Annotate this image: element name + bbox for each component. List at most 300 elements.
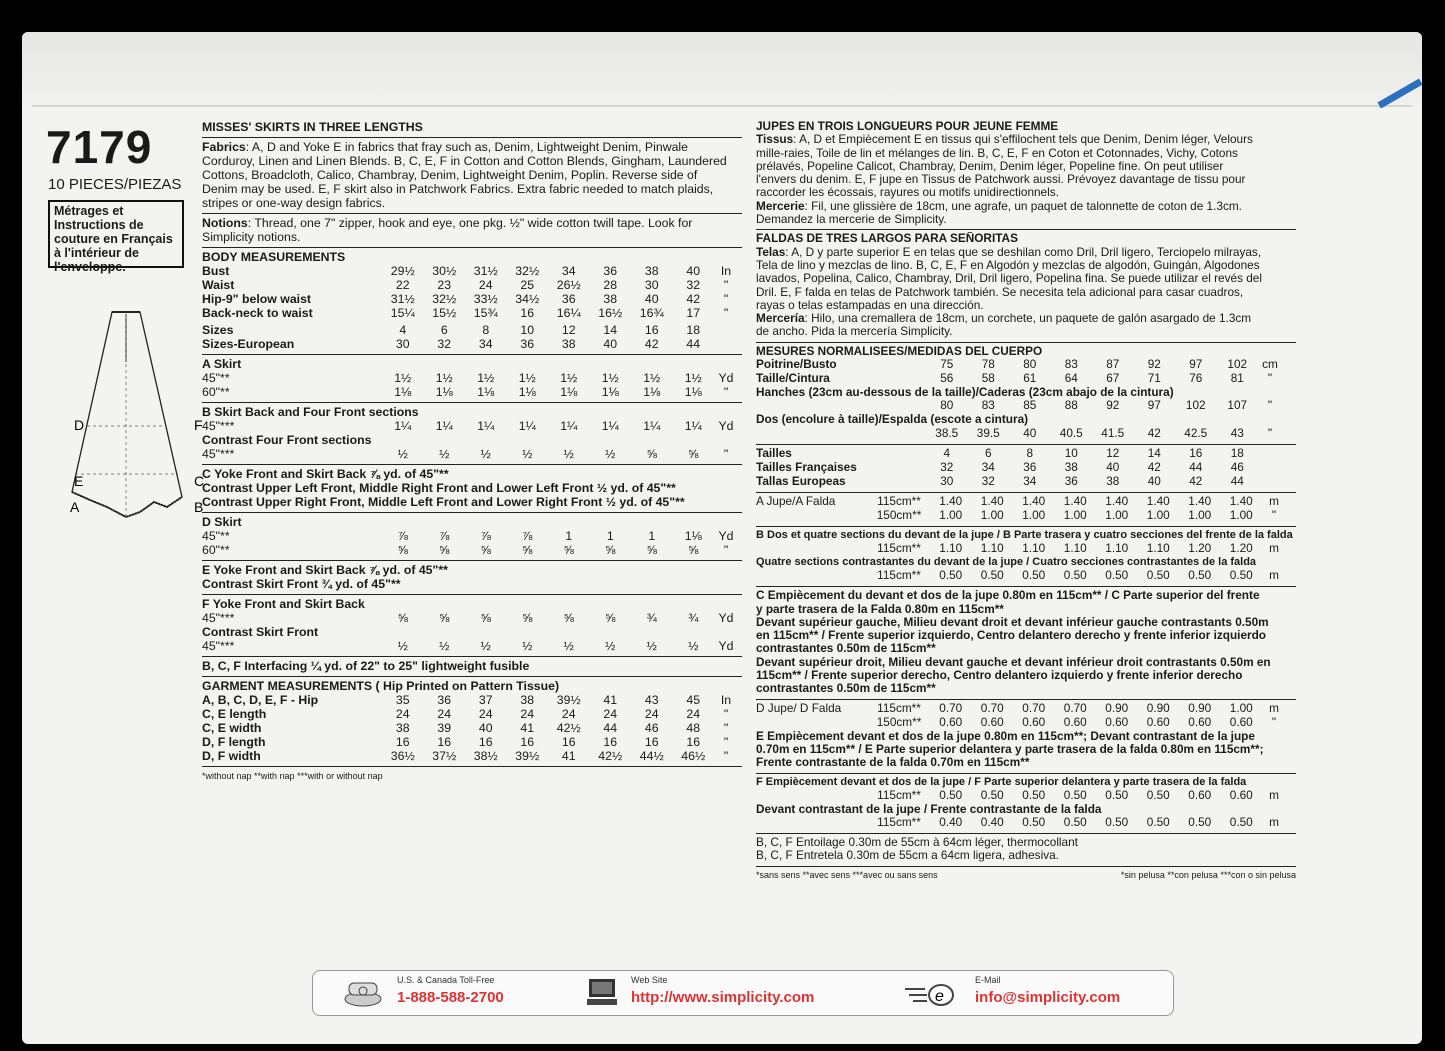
- value-cell: 39½: [556, 693, 581, 707]
- value-cell: 1.40: [980, 493, 1004, 508]
- value-cell: ½: [480, 639, 491, 653]
- measurement-row: [756, 358, 1296, 372]
- value-cell: 0.60: [1105, 714, 1129, 729]
- unit-cell: ": [723, 278, 729, 292]
- fr-view-c-line: contrastantes 0.50m de 115cm**: [756, 682, 936, 696]
- value-cell: ½: [605, 447, 616, 461]
- row-label: Tailles: [756, 446, 792, 460]
- value-cell: 32: [437, 337, 452, 351]
- value-cell: 16: [437, 735, 452, 749]
- value-cell: ½: [439, 447, 450, 461]
- row-label: D, F length: [202, 735, 266, 749]
- row-label: Sizes-European: [202, 337, 295, 351]
- value-cell: 0.60: [1188, 714, 1212, 729]
- fr-view-c-line: Devant supérieur droit, Milieu devant gauche et devant inférieur droit contrastants 0.50m en: [756, 655, 1271, 669]
- value-cell: 0.70: [1063, 700, 1087, 715]
- value-cell: 1⅛: [477, 385, 495, 399]
- unit-cell: [1258, 461, 1282, 475]
- value-cell: 18: [1230, 445, 1244, 460]
- value-cell: 16½: [598, 306, 623, 320]
- unit-cell: Yd: [718, 639, 734, 653]
- value-cell: 1.00: [1063, 507, 1087, 522]
- value-cell: 33½: [473, 292, 498, 306]
- measurement-row: [202, 306, 742, 320]
- value-cell: 30: [644, 278, 659, 292]
- value-cell: 8: [1026, 445, 1034, 460]
- value-cell: 1.40: [1146, 493, 1170, 508]
- value-cell: 80: [940, 398, 954, 413]
- value-cell: 0.50: [1188, 568, 1212, 583]
- value-cell: 0.50: [1146, 815, 1170, 830]
- value-cell: 0.70: [939, 700, 963, 715]
- spanish-title: FALDAS DE TRES LARGOS PARA SEÑORITAS: [756, 232, 1018, 246]
- notions-label: Notions: [202, 216, 248, 230]
- value-cell: 32½: [432, 292, 457, 306]
- value-cell: 38: [561, 337, 576, 351]
- unit-cell: ": [1271, 714, 1277, 729]
- value-cell: ⅝: [688, 447, 699, 461]
- value-cell: 1¼: [435, 419, 453, 433]
- value-cell: 1.40: [1022, 493, 1046, 508]
- value-cell: 75: [940, 357, 954, 372]
- row-label: Back-neck to waist: [202, 306, 313, 320]
- value-cell: 48: [686, 721, 701, 735]
- measurement-row: [756, 372, 1296, 386]
- value-cell: 64: [1064, 371, 1078, 386]
- mercerie-label: Mercerie: [756, 199, 805, 213]
- fr-view-f-title: F Empiècement devant et dos de la jupe / F Parte superior delantera y parte trasera de la falda: [756, 775, 1247, 788]
- value-cell: 87: [1106, 357, 1120, 372]
- value-cell: 1⅛: [643, 385, 661, 399]
- value-cell: ⅝: [522, 611, 533, 625]
- value-cell: ⅞: [480, 529, 491, 543]
- fabrics-block: [202, 140, 742, 210]
- fabrics-line: stripes or one-way design fabrics.: [202, 196, 386, 210]
- row-label: 45"***: [202, 447, 235, 461]
- value-cell: 39½: [515, 749, 540, 763]
- value-cell: ⅝: [605, 543, 616, 557]
- value-cell: 1½: [684, 371, 702, 385]
- value-cell: 30: [395, 337, 410, 351]
- measurement-row: [202, 419, 742, 433]
- envelope-back: [22, 32, 1422, 1044]
- value-cell: 16: [520, 306, 535, 320]
- value-cell: 76: [1189, 371, 1203, 386]
- value-cell: 0.50: [1105, 568, 1129, 583]
- contact-footer: [312, 970, 1174, 1016]
- value-cell: 61: [1023, 371, 1037, 386]
- value-cell: 34: [478, 337, 493, 351]
- measurement-row: [756, 399, 1296, 413]
- measurement-row: [202, 543, 742, 557]
- value-cell: 44: [603, 721, 618, 735]
- row-label: Bust: [202, 264, 230, 278]
- web-label: Web Site: [631, 975, 668, 985]
- value-cell: 40: [603, 337, 618, 351]
- value-cell: 1.10: [1146, 540, 1170, 555]
- value-cell: 0.50: [939, 787, 963, 802]
- measurement-row: [202, 721, 742, 735]
- value-cell: ⅝: [646, 447, 657, 461]
- value-cell: 8: [482, 323, 490, 337]
- unit-cell: m: [1269, 815, 1279, 830]
- value-cell: ⅝: [605, 611, 616, 625]
- telas-line: Tela de lino y mezclas de lino. B, C, E, F en Algodón y mezclas de algodón, Guingán, Algodones: [756, 258, 1260, 272]
- view-f-title: F Yoke Front and Skirt Back: [202, 597, 365, 611]
- measurement-row: [202, 749, 742, 763]
- value-cell: 32: [981, 473, 995, 488]
- value-cell: 24: [437, 707, 452, 721]
- value-cell: ⅝: [522, 543, 533, 557]
- value-cell: 1½: [601, 371, 619, 385]
- value-cell: 41: [561, 749, 576, 763]
- measurement-row: [756, 702, 1296, 716]
- unit-cell: m: [1269, 568, 1279, 583]
- value-cell: 40: [1106, 459, 1120, 474]
- value-cell: 40: [686, 264, 701, 278]
- telas-line: : A, D y parte superior E en telas que se deshilan como Dril, Dril ligero, Terciopelo milrayas,: [785, 245, 1262, 259]
- view-label-c: C: [194, 473, 205, 489]
- value-cell: 12: [1106, 445, 1120, 460]
- value-cell: 0.50: [1229, 568, 1253, 583]
- view-label-b: B: [194, 499, 204, 515]
- view-f-contrast-title: Contrast Skirt Front: [202, 625, 319, 639]
- value-cell: 1.10: [1063, 540, 1087, 555]
- value-cell: 40: [478, 721, 493, 735]
- row-label: 45"***: [202, 419, 235, 433]
- measurement-row: [202, 371, 742, 385]
- unit-cell: ": [723, 543, 729, 557]
- value-cell: ½: [522, 447, 533, 461]
- email-address[interactable]: info@simplicity.com: [975, 989, 1121, 1006]
- value-cell: ⅝: [480, 543, 491, 557]
- value-cell: 1: [648, 529, 656, 543]
- value-cell: 1½: [643, 371, 661, 385]
- measurement-row: [756, 495, 1296, 509]
- value-cell: 0.50: [1105, 787, 1129, 802]
- value-cell: ½: [563, 639, 574, 653]
- fabrics-line: : A, D and Yoke E in fabrics that fray such as, Denim, Lightweight Denim, Pinwale: [245, 140, 688, 154]
- english-column: [202, 120, 742, 783]
- value-cell: 24: [603, 707, 618, 721]
- value-cell: 16: [644, 323, 659, 337]
- tissus-label: Tissus: [756, 133, 794, 147]
- french-spanish-column: [756, 120, 1296, 882]
- value-cell: 1¼: [518, 419, 536, 433]
- measurement-row: [202, 264, 742, 278]
- entoilage-line: B, C, F Entretela 0.30m de 55cm a 64cm ligera, adhesiva.: [756, 849, 1059, 863]
- unit-cell: ": [1267, 425, 1273, 440]
- row-label: [756, 789, 868, 803]
- measurement-row: [756, 461, 1296, 475]
- nap-note: *without nap **with nap ***with or without nap: [202, 771, 383, 781]
- value-cell: 42½: [598, 749, 623, 763]
- value-cell: 83: [981, 398, 995, 413]
- row-label: C, E length: [202, 707, 267, 721]
- value-cell: 32: [686, 278, 701, 292]
- value-cell: ⅞: [439, 529, 450, 543]
- garment-measurements-title: GARMENT MEASUREMENTS ( Hip Printed on Pattern Tissue): [202, 679, 560, 693]
- unit-cell: ": [723, 721, 729, 735]
- value-cell: 34½: [515, 292, 540, 306]
- value-cell: 14: [603, 323, 618, 337]
- value-cell: ¾: [688, 611, 699, 625]
- fabric-width: 150cm**: [876, 507, 922, 522]
- value-cell: 1½: [560, 371, 578, 385]
- value-cell: 1¼: [394, 419, 412, 433]
- row-label: [756, 816, 868, 830]
- value-cell: 16: [561, 735, 576, 749]
- measurement-row: [756, 569, 1296, 583]
- pattern-number: 7179: [46, 121, 153, 173]
- value-cell: 6: [440, 323, 448, 337]
- unit-cell: ": [1267, 398, 1273, 413]
- value-cell: 1¼: [601, 419, 619, 433]
- value-cell: 15½: [432, 306, 457, 320]
- unit-cell: [1258, 447, 1282, 461]
- value-cell: 0.60: [1063, 714, 1087, 729]
- unit-cell: ": [723, 707, 729, 721]
- value-cell: ⅞: [522, 529, 533, 543]
- value-cell: 42.5: [1184, 425, 1208, 440]
- value-cell: 41: [603, 693, 618, 707]
- value-cell: 0.60: [939, 714, 963, 729]
- value-cell: 29½: [390, 264, 415, 278]
- value-cell: ⅝: [688, 543, 699, 557]
- value-cell: 42: [1147, 425, 1161, 440]
- fr-view-b-contrast-title: Quatre sections contrastantes du devant de la jupe / Cuatro secciones contrastantes de la falda: [756, 555, 1257, 568]
- value-cell: 42: [644, 337, 659, 351]
- value-cell: 16: [686, 735, 701, 749]
- mercerie-line: Demandez la mercerie de Simplicity.: [756, 213, 947, 227]
- unit-cell: ": [723, 447, 729, 461]
- value-cell: 37½: [432, 749, 457, 763]
- row-label: 45"***: [202, 611, 235, 625]
- value-cell: 0.60: [1188, 787, 1212, 802]
- value-cell: ½: [605, 639, 616, 653]
- value-cell: 34: [561, 264, 576, 278]
- telas-line: rayas o telas estampadas en una dirección.: [756, 298, 984, 312]
- value-cell: 24: [395, 707, 410, 721]
- view-b-title: B Skirt Back and Four Front sections: [202, 405, 419, 419]
- french-title: JUPES EN TROIS LONGUEURS POUR JEUNE FEMME: [756, 120, 1059, 133]
- value-cell: 1.00: [1146, 507, 1170, 522]
- fabrics-line: Corduroy, Linen and Linen Blends. B, C, E, F in Cotton and Cotton Blends, Gingham, Laundered: [202, 154, 727, 168]
- value-cell: 0.60: [1146, 714, 1170, 729]
- row-label: [756, 569, 868, 583]
- value-cell: 39: [437, 721, 452, 735]
- measurement-row: [202, 639, 742, 653]
- unit-cell: In: [720, 693, 732, 707]
- value-cell: 44: [1189, 459, 1203, 474]
- fabric-width: 150cm**: [876, 714, 922, 729]
- value-cell: 1: [565, 529, 573, 543]
- view-a-title: A Skirt: [202, 357, 242, 371]
- unit-cell: cm: [1262, 357, 1278, 372]
- value-cell: 81: [1230, 371, 1244, 386]
- measurement-row: [756, 427, 1296, 441]
- value-cell: 0.50: [1063, 815, 1087, 830]
- row-label: [756, 716, 868, 730]
- view-label-d: D: [74, 417, 85, 433]
- value-cell: 16: [478, 735, 493, 749]
- value-cell: 16: [395, 735, 410, 749]
- value-cell: 38: [1106, 473, 1120, 488]
- value-cell: 80: [1023, 357, 1037, 372]
- value-cell: 1½: [435, 371, 453, 385]
- value-cell: 1.00: [1229, 507, 1253, 522]
- value-cell: 31½: [390, 292, 415, 306]
- value-cell: 92: [1147, 357, 1161, 372]
- value-cell: 40: [1147, 473, 1161, 488]
- view-c-line: Contrast Upper Right Front, Middle Left Front and Lower Right Front ½ yd. of 45"**: [202, 495, 685, 509]
- value-cell: 10: [1064, 445, 1078, 460]
- value-cell: 1.40: [1229, 493, 1253, 508]
- value-cell: ⅝: [563, 611, 574, 625]
- web-link[interactable]: http://www.simplicity.com: [631, 989, 815, 1006]
- measurement-row: [756, 509, 1296, 523]
- value-cell: 38: [603, 292, 618, 306]
- value-cell: 0.50: [1022, 568, 1046, 583]
- value-cell: 17: [686, 306, 701, 320]
- fr-view-e-line: E Empiècement devant et dos de la jupe 0.80m en 115cm**; Devant contrastant de la jupe: [756, 729, 1255, 743]
- view-b-contrast-title: Contrast Four Front sections: [202, 433, 372, 447]
- value-cell: 24: [520, 707, 535, 721]
- measurement-row: [202, 323, 742, 337]
- value-cell: 36: [437, 693, 452, 707]
- unit-cell: [714, 323, 738, 337]
- row-label: A, B, C, D, E, F - Hip: [202, 693, 319, 707]
- unit-cell: [1258, 475, 1282, 489]
- fabric-width: 115cm**: [877, 493, 921, 508]
- value-cell: 1.00: [1105, 507, 1129, 522]
- value-cell: 45: [686, 693, 701, 707]
- pieces-count: 10 PIECES/PIEZAS: [48, 176, 182, 193]
- merceria-line: : Hilo, una cremallera de 18cm, un corchete, un paquete de galón asargado de 1.3cm: [804, 312, 1252, 326]
- row-label: 45"**: [202, 529, 230, 543]
- svg-text:e: e: [935, 988, 944, 1005]
- value-cell: 0.50: [980, 568, 1004, 583]
- fabric-width: 115cm**: [877, 700, 921, 715]
- value-cell: 16¾: [639, 306, 664, 320]
- value-cell: 24: [686, 707, 701, 721]
- value-cell: 88: [1064, 398, 1078, 413]
- value-cell: 46: [644, 721, 659, 735]
- value-cell: 0.50: [1022, 787, 1046, 802]
- interfacing-line: B, C, F Interfacing ¼ yd. of 22" to 25" lightweight fusible: [202, 659, 530, 673]
- notions-line: Simplicity notions.: [202, 230, 301, 244]
- phone-number[interactable]: 1-888-588-2700: [397, 989, 504, 1006]
- row-label: Tallas Europeas: [756, 474, 846, 488]
- value-cell: 0.40: [939, 815, 963, 830]
- fr-view-e-line: 0.70m en 115cm** / E Parte superior delantera y parte trasera de la falda 0.80m en 115cm**;: [756, 742, 1264, 756]
- value-cell: 16: [520, 735, 535, 749]
- value-cell: ⅞: [397, 529, 408, 543]
- measurement-row: [202, 529, 742, 543]
- value-cell: 24: [478, 707, 493, 721]
- value-cell: 42: [686, 292, 701, 306]
- view-e-line: E Yoke Front and Skirt Back ⅞ yd. of 45"**: [202, 563, 448, 577]
- value-cell: ⅝: [397, 543, 408, 557]
- value-cell: ⅝: [439, 543, 450, 557]
- skirt-line-drawing: [42, 302, 212, 542]
- value-cell: 25: [520, 278, 535, 292]
- value-cell: 16: [603, 735, 618, 749]
- fr-view-c-line: Devant supérieur gauche, Milieu devant droit et devant inférieur gauche contrastants 0.50m: [756, 615, 1269, 629]
- measurement-row: [202, 735, 742, 749]
- value-cell: 30½: [432, 264, 457, 278]
- fabric-width: 115cm**: [877, 568, 921, 583]
- unit-cell: Yd: [718, 371, 734, 385]
- row-label: 45"**: [202, 371, 230, 385]
- view-label-f: F: [194, 417, 203, 433]
- measurement-row: [756, 816, 1296, 830]
- value-cell: 0.60: [980, 714, 1004, 729]
- value-cell: 38½: [473, 749, 498, 763]
- value-cell: 1¼: [477, 419, 495, 433]
- fr-view-c-line: en 115cm** / Frente superior izquierdo, Centro delantero derecho y frente inferior izquierdo: [756, 629, 1267, 643]
- value-cell: 78: [981, 357, 995, 372]
- value-cell: ⅝: [397, 611, 408, 625]
- value-cell: 23: [437, 278, 452, 292]
- row-label: Sizes: [202, 323, 234, 337]
- value-cell: 0.70: [1022, 700, 1046, 715]
- value-cell: 107: [1227, 398, 1248, 413]
- value-cell: 1.00: [1022, 507, 1046, 522]
- value-cell: 56: [940, 371, 954, 386]
- value-cell: 1.40: [1063, 493, 1087, 508]
- entoilage-line: B, C, F Entoilage 0.30m de 55cm à 64cm léger, thermocollant: [756, 836, 1078, 850]
- value-cell: 10: [520, 323, 535, 337]
- value-cell: 0.90: [1146, 700, 1170, 715]
- value-cell: 36½: [390, 749, 415, 763]
- value-cell: 28: [603, 278, 618, 292]
- french-instructions-note: Métrages et Instructions de couture en Français à l'intérieur de l'enveloppe.: [48, 200, 184, 268]
- value-cell: 0.50: [980, 787, 1004, 802]
- value-cell: ½: [688, 639, 699, 653]
- mercerie-line: : Fil, une glissière de 18cm, une agrafe, un paquet de talonnette de coton de 1.3cm.: [804, 199, 1242, 213]
- value-cell: 36: [561, 292, 576, 306]
- value-cell: 32: [940, 459, 954, 474]
- row-label: [756, 427, 926, 441]
- measurement-row: [202, 278, 742, 292]
- unit-cell: ": [723, 306, 729, 320]
- value-cell: 0.90: [1188, 700, 1212, 715]
- unit-cell: ": [723, 735, 729, 749]
- value-cell: 0.60: [1229, 787, 1253, 802]
- value-cell: 15¼: [390, 306, 415, 320]
- value-cell: 12: [561, 323, 576, 337]
- value-cell: 0.60: [1229, 714, 1253, 729]
- row-label: [756, 542, 868, 556]
- value-cell: 0.50: [1188, 815, 1212, 830]
- value-cell: 1⅛: [684, 385, 702, 399]
- value-cell: 36: [1023, 459, 1037, 474]
- value-cell: 26½: [556, 278, 581, 292]
- value-cell: 1.40: [1105, 493, 1129, 508]
- value-cell: 44: [686, 337, 701, 351]
- value-cell: 34: [1023, 473, 1037, 488]
- value-cell: 44½: [639, 749, 664, 763]
- english-title: MISSES' SKIRTS IN THREE LENGTHS: [202, 120, 423, 134]
- value-cell: 41.5: [1101, 425, 1125, 440]
- value-cell: 0.50: [1022, 815, 1046, 830]
- value-cell: ½: [397, 639, 408, 653]
- value-cell: 44: [1230, 473, 1244, 488]
- envelope-flap: [22, 32, 1422, 107]
- unit-cell: [714, 337, 738, 351]
- measurement-row: [202, 337, 742, 351]
